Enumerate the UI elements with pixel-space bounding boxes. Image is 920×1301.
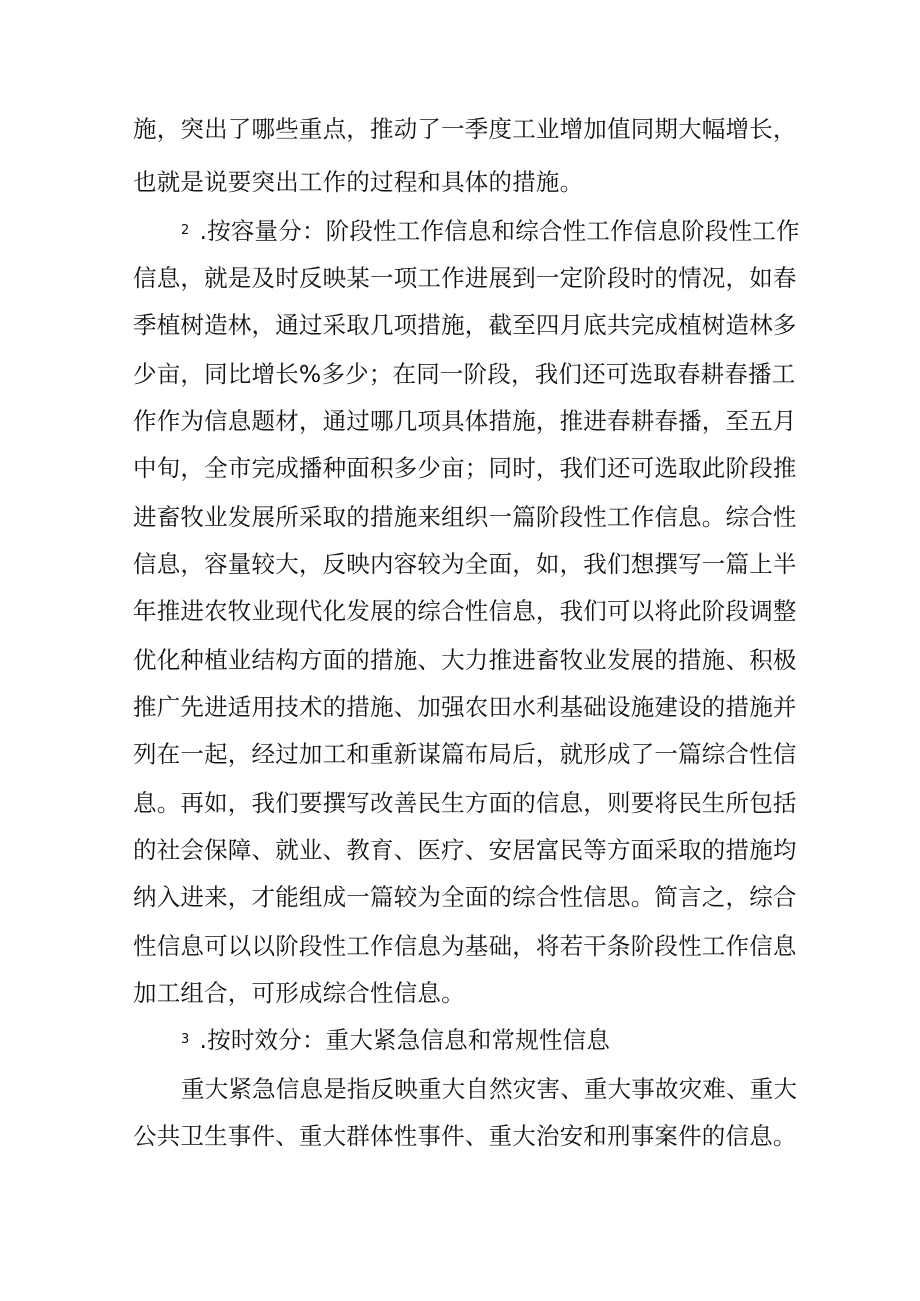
text-line: 公共卫生事件、重大群体性事件、重大治安和刑事案件的信息。 [133, 1122, 797, 1150]
text-line: 季植树造林，通过采取几项措施，截至四月底共完成植树造林多 [133, 311, 797, 339]
text-line: 推广先进适用技术的措施、加强农田水利基础设施建设的措施并 [133, 693, 797, 721]
text-line: 年推进农牧业现代化发展的综合性信息，我们可以将此阶段调整 [133, 597, 797, 625]
text-line: 性信息可以以阶段性工作信息为基础，将若干条阶段性工作信息 [133, 932, 797, 960]
text-line: 中旬，全市完成播种面积多少亩；同时，我们还可选取此阶段推 [133, 454, 797, 482]
text-line: 施，突出了哪些重点，推动了一季度工业增加值同期大幅增长， [133, 115, 797, 143]
text-line: 的社会保障、就业、教育、医疗、安居富民等方面采取的措施均 [133, 836, 797, 864]
text-line: 加工组合，可形成综合性信息。 [133, 979, 465, 1007]
text-line: 进畜牧业发展所采取的措施来组织一篇阶段性工作信息。综合性 [133, 503, 797, 531]
text-line: 列在一起，经过加工和重新谋篇布局后，就形成了一篇综合性信 [133, 740, 797, 768]
text-line: 信息，容量较大，反映内容较为全面，如，我们想撰写一篇上半 [133, 550, 797, 578]
text-line: 息。再如，我们要撰写改善民生方面的信息，则要将民生所包括 [133, 789, 797, 817]
section-heading-3 [181, 1017, 851, 1063]
section-number: 2 [181, 222, 190, 238]
text-line: 少亩，同比增长%多少；在同一阶段，我们还可选取春耕春播工 [133, 360, 796, 388]
text-line: 作作为信息题材，通过哪几项具体措施，推进春耕春播，至五月 [133, 407, 797, 435]
text-line: 信息，就是及时反映某一项工作进展到一定阶段时的情况，如春 [133, 264, 797, 292]
section-heading-text: .按容量分：阶段性工作信息和综合性工作信息阶段性工作 [199, 217, 800, 245]
section-heading-text: .按时效分：重大紧急信息和常规性信息 [199, 1026, 611, 1054]
text-line: 也就是说要突出工作的过程和具体的措施。 [133, 168, 584, 196]
text-line: 优化种植业结构方面的措施、大力推进畜牧业发展的措施、积极 [133, 646, 797, 674]
section-number: 3 [181, 1031, 190, 1047]
text-line: 纳入进来，才能组成一篇较为全面的综合性信思。简言之，综合 [133, 883, 797, 911]
text-line: 重大紧急信息是指反映重大自然灾害、重大事故灾难、重大 [181, 1075, 798, 1103]
section-heading-2 [181, 208, 851, 254]
